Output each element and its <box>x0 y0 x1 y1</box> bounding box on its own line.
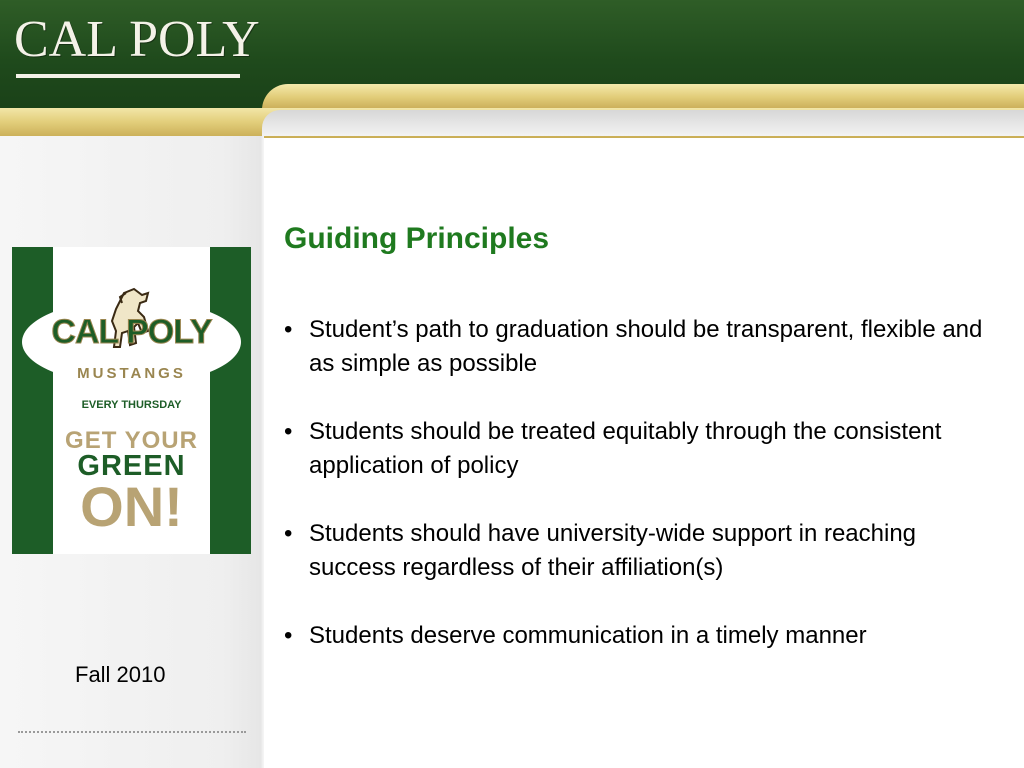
sidebar-divider <box>260 136 264 768</box>
list-item-text: Students should have university-wide support in reaching success regardless of their affiliation(s) <box>309 520 917 581</box>
footer-dotted-rule <box>18 731 246 733</box>
bullet-dot-icon: • <box>284 418 293 445</box>
list-item-text: Student’s path to graduation should be transparent, flexible and as simple as possible <box>309 316 983 377</box>
poster-schedule: EVERY THURSDAY <box>81 399 182 411</box>
header-gold-curve <box>262 84 1024 110</box>
date-label: Fall 2010 <box>75 662 166 687</box>
list-item <box>284 517 984 585</box>
slide-title: Guiding Principles <box>284 222 550 255</box>
list-item-text: Students deserve communication in a timely manner <box>309 622 867 649</box>
bullet-dot-icon: • <box>284 520 293 547</box>
get-your-green-on-poster <box>12 247 251 554</box>
list-item <box>284 313 984 381</box>
poster-line-1: GET YOUR <box>65 427 198 454</box>
logo-underline <box>16 74 240 78</box>
poster-line-3: ON! <box>80 475 183 538</box>
poster-brand: CAL POLY <box>51 313 212 351</box>
principles-list <box>284 313 984 687</box>
bullet-dot-icon: • <box>284 316 293 343</box>
header-grey-strip <box>262 110 1024 136</box>
list-item-text: Students should be treated equitably through the consistent application of policy <box>309 418 942 479</box>
list-item <box>284 619 984 653</box>
bullet-dot-icon: • <box>284 622 293 649</box>
poster-team: MUSTANGS <box>77 365 186 382</box>
list-item <box>284 415 984 483</box>
cal-poly-logo: CAL POLY <box>14 11 260 68</box>
poster-line-2: GREEN <box>77 450 186 482</box>
